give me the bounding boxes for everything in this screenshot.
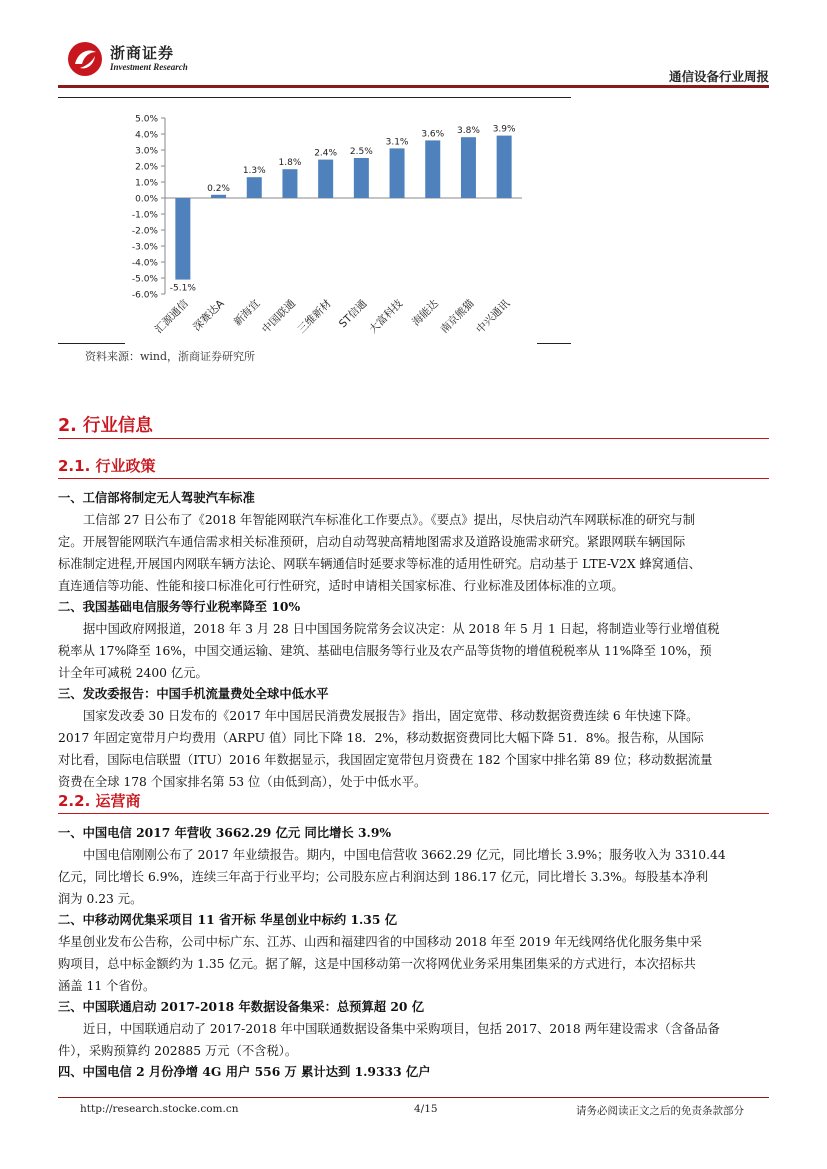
footer-disclaimer: 请务必阅读正文之后的免责条款部分 <box>576 1105 744 1117</box>
paragraph-line: 2017 年固定宽带月户均费用（ARPU 值）同比下降 18．2%，移动数据资费同比大幅下降 51．8%。报告称，从国际 <box>58 731 704 745</box>
data-label: 1.3% <box>242 166 266 177</box>
news-title: 一、工信部将制定无人驾驶汽车标准 <box>58 490 255 505</box>
subsection-rule-policy <box>58 478 769 479</box>
news-title: 三、发改委报告：中国手机流量费处全球中低水平 <box>58 686 329 701</box>
subsection-rule-operators <box>58 813 769 814</box>
category-label: 大富科技 <box>366 297 406 336</box>
chart-top-rule <box>58 97 571 98</box>
news-title: 一、中国电信 2017 年营收 3662.29 亿元 同比增长 3.9% <box>58 825 392 840</box>
data-label: 2.5% <box>349 147 373 157</box>
paragraph-line: 标准制定进程,开展国内网联车辆方法论、网联车辆通信时延要求等标准的适用性研究。启动基于 LTE-V2X 蜂窝通信、 <box>58 557 701 571</box>
bar-chart <box>58 100 571 350</box>
paragraph-line: 亿元，同比增长 6.9%，连续三年高于行业平均；公司股东应占利润达到 186.17 亿元，同比增长 3.3%。每股基本净利 <box>58 870 708 884</box>
y-tick-label: -1.0% <box>131 210 158 221</box>
bar <box>211 195 226 198</box>
bar <box>175 198 190 280</box>
news-title: 二、中移动网优集采项目 11 省开标 华星创业中标约 1.35 亿 <box>58 912 397 927</box>
footer-url[interactable]: http://research.stocke.com.cn <box>80 1103 239 1115</box>
y-tick-label: 0.0% <box>135 194 158 205</box>
paragraph-line: 件），采购预算约 202885 万元（不含税）。 <box>58 1044 298 1058</box>
footer-rule <box>58 1097 769 1098</box>
data-label: 3.8% <box>457 126 480 137</box>
page-number: 4/15 <box>414 1103 438 1115</box>
paragraph-line: 资费在全球 178 个国家排名第 53 位（由低到高），处于中低水平。 <box>58 775 427 789</box>
category-label: 海能达 <box>410 297 441 329</box>
paragraph-line: 润为 0.23 元。 <box>58 892 143 906</box>
data-label: 3.6% <box>421 129 445 140</box>
paragraph-line: 华星创业发布公告称，公司中标广东、江苏、山西和福建四省的中国移动 2018 年至 2019 年无线网络优化服务集中采 <box>58 935 702 949</box>
data-label: 0.2% <box>207 183 230 194</box>
paragraph-line: 购项目，总中标金额约为 1.35 亿元。据了解，这是中国移动第一次将网优业务采用集团集采的方式进行，本次招标共 <box>58 957 696 971</box>
subsection-title-operators: 2.2. 运营商 <box>58 792 141 810</box>
bar <box>282 169 297 198</box>
y-tick-label: -4.0% <box>131 258 158 269</box>
category-label: ST信通 <box>336 297 370 331</box>
bar <box>390 148 405 198</box>
category-label: 南京熊猫 <box>438 297 477 336</box>
section-title-rule <box>58 438 769 439</box>
header-rule <box>58 85 769 88</box>
chart-source: 资料来源：wind，浙商证券研究所 <box>85 350 256 363</box>
paragraph-line: 近日，中国联通启动了 2017-2018 年中国联通数据设备集中采购项目，包括 2017、2018 两年建设需求（含备品备 <box>83 1022 720 1036</box>
category-label: 中国联通 <box>259 297 299 336</box>
data-label: 3.1% <box>385 137 409 148</box>
paragraph-line: 国家发改委 30 日发布的《2017 年中国居民消费发展报告》指出，固定宽带、移动数据资费连续 6 年快速下降。 <box>83 709 699 723</box>
paragraph-line: 税率从 17%降至 16%，中国交通运输、建筑、基础电信服务等行业及农产品等货物的增值税税率从 11%降至 10%，预 <box>58 644 712 658</box>
y-tick-label: 1.0% <box>135 178 158 189</box>
section-title: 2. 行业信息 <box>58 416 153 436</box>
y-tick-label: 4.0% <box>135 130 158 141</box>
y-tick-label: -3.0% <box>131 242 158 253</box>
bar <box>318 160 333 198</box>
paragraph-line: 直连通信等功能、性能和接口标准化可行性研究，适时申请相关国家标准、行业标准及团体标准的立项。 <box>58 579 624 593</box>
subsection-title-policy: 2.1. 行业政策 <box>58 457 156 475</box>
data-label: 2.4% <box>314 148 338 159</box>
chart-bottom-rule-right <box>537 343 571 344</box>
data-label: 3.9% <box>492 124 516 135</box>
news-title: 二、我国基础电信服务等行业税率降至 10% <box>58 599 301 614</box>
y-tick-label: -2.0% <box>131 226 158 237</box>
logo-mark-icon <box>66 40 104 78</box>
paragraph-line: 涵盖 11 个省份。 <box>58 979 156 993</box>
y-tick-label: -5.0% <box>131 274 158 285</box>
y-tick-label: 3.0% <box>135 146 158 157</box>
paragraph-line: 中国电信刚刚公布了 2017 年业绩报告。期内，中国电信营收 3662.29 亿元，同比增长 3.9%；服务收入为 3310.44 <box>83 848 726 862</box>
report-title: 通信设备行业周报 <box>668 69 769 84</box>
company-logo <box>66 40 186 78</box>
bar <box>354 158 369 198</box>
paragraph-line: 工信部 27 日公布了《2018 年智能网联汽车标准化工作要点》。《要点》提出，尽快启动汽车网联标准的研究与制 <box>83 513 696 527</box>
category-label: 深赛达A <box>190 297 227 334</box>
logo-chinese-name: 浙商证券 <box>110 44 175 62</box>
chart-bottom-rule-left <box>58 343 125 344</box>
y-tick-label: -6.0% <box>131 290 158 301</box>
news-title: 三、中国联通启动 2017-2018 年数据设备集采：总预算超 20 亿 <box>58 999 425 1014</box>
y-tick-label: 2.0% <box>135 162 158 173</box>
paragraph-line: 定。开展智能网联汽车通信需求相关标准预研，启动自动驾驶高精地图需求及道路设施需求研究。紧跟网联车辆国际 <box>58 535 686 549</box>
bar <box>247 177 262 198</box>
category-label: 汇源通信 <box>152 297 191 336</box>
bar <box>497 136 512 198</box>
data-label: -5.1% <box>169 283 196 294</box>
data-label: 1.8% <box>278 158 302 169</box>
paragraph-line: 计全年可减税 2400 亿元。 <box>58 666 208 680</box>
paragraph-line: 对比看，国际电信联盟（ITU）2016 年数据显示，我国固定宽带包月资费在 182 个国家中排名第 89 位；移动数据流量 <box>58 753 713 767</box>
bar <box>425 140 440 198</box>
news-title: 四、中国电信 2 月份净增 4G 用户 556 万 累计达到 1.9333 亿户 <box>58 1064 431 1079</box>
logo-english-name: Investment Research <box>110 62 188 72</box>
category-label: 新海宜 <box>231 297 263 329</box>
category-label: 中兴通讯 <box>474 297 513 336</box>
category-label: 三维新材 <box>295 297 334 336</box>
y-tick-label: 5.0% <box>135 114 158 125</box>
paragraph-line: 据中国政府网报道，2018 年 3 月 28 日中国国务院常务会议决定：从 2018 年 5 月 1 日起，将制造业等行业增值税 <box>83 622 720 636</box>
bar <box>461 137 476 198</box>
